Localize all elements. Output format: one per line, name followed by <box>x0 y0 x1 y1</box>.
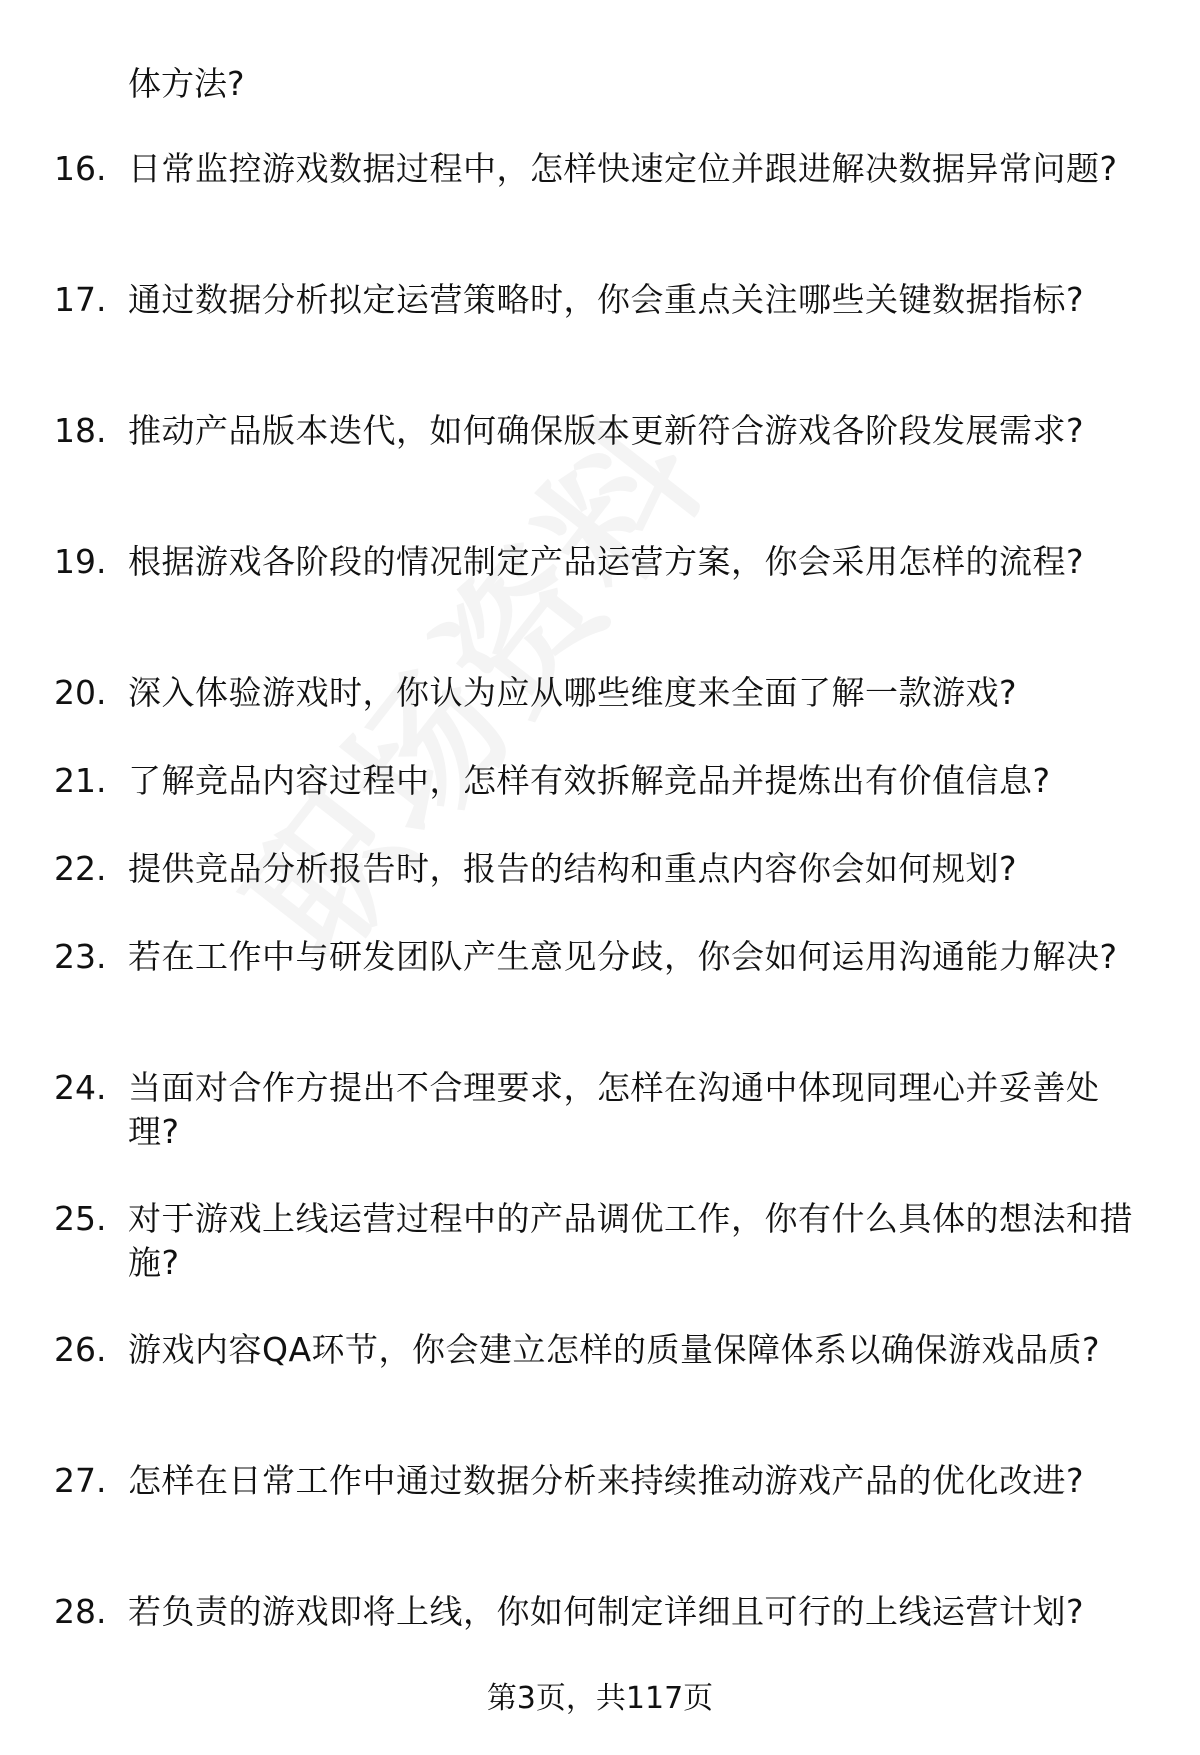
question-number: 16. <box>54 149 107 188</box>
question-number: 28. <box>54 1592 107 1631</box>
question-item <box>0 759 1200 803</box>
question-item <box>0 409 1200 497</box>
question-text: 推动产品版本迭代，如何确保版本更新符合游戏各阶段发展需求? <box>128 411 1085 450</box>
question-text: 游戏内容QA环节，你会建立怎样的质量保障体系以确保游戏品质? <box>128 1330 1101 1369</box>
question-item <box>0 1459 1200 1547</box>
page-footer: 第3页，共117页 <box>486 1681 714 1716</box>
question-number: 19. <box>54 542 107 581</box>
question-text: 当面对合作方提出不合理要求，怎样在沟通中体现同理心并妥善处理? <box>128 1068 1100 1151</box>
question-number: 17. <box>54 280 107 319</box>
question-number: 24. <box>54 1068 107 1107</box>
question-number: 21. <box>54 761 107 800</box>
question-number: 26. <box>54 1330 107 1369</box>
question-text: 了解竞品内容过程中，怎样有效拆解竞品并提炼出有价值信息? <box>128 761 1051 800</box>
question-text: 日常监控游戏数据过程中，怎样快速定位并跟进解决数据异常问题? <box>128 149 1118 188</box>
question-text: 根据游戏各阶段的情况制定产品运营方案，你会采用怎样的流程? <box>128 542 1085 581</box>
question-text: 对于游戏上线运营过程中的产品调优工作，你有什么具体的想法和措施? <box>128 1199 1133 1282</box>
question-text: 深入体验游戏时，你认为应从哪些维度来全面了解一款游戏? <box>128 673 1018 712</box>
question-item <box>0 1066 1200 1154</box>
question-text: 若在工作中与研发团队产生意见分歧，你会如何运用沟通能力解决? <box>128 937 1118 976</box>
question-item <box>0 1590 1200 1678</box>
question-number: 25. <box>54 1199 107 1238</box>
question-item <box>0 935 1200 1023</box>
question-number: 20. <box>54 673 107 712</box>
question-item <box>0 147 1200 235</box>
question-text: 通过数据分析拟定运营策略时，你会重点关注哪些关键数据指标? <box>128 280 1085 319</box>
question-list <box>0 147 1200 1721</box>
question-text: 若负责的游戏即将上线，你如何制定详细且可行的上线运营计划? <box>128 1592 1085 1631</box>
question-number: 22. <box>54 849 107 888</box>
question-text: 怎样在日常工作中通过数据分析来持续推动游戏产品的优化改进? <box>128 1461 1085 1500</box>
question-number: 27. <box>54 1461 107 1500</box>
question-number: 23. <box>54 937 107 976</box>
question-item <box>0 1328 1200 1416</box>
question-text: 提供竞品分析报告时，报告的结构和重点内容你会如何规划? <box>128 849 1018 888</box>
question-item <box>0 671 1200 715</box>
question-number: 18. <box>54 411 107 450</box>
question-item <box>0 1197 1200 1285</box>
question-item <box>0 847 1200 891</box>
question-item <box>0 540 1200 628</box>
continuation-text: 体方法? <box>128 64 245 103</box>
question-item <box>0 278 1200 366</box>
